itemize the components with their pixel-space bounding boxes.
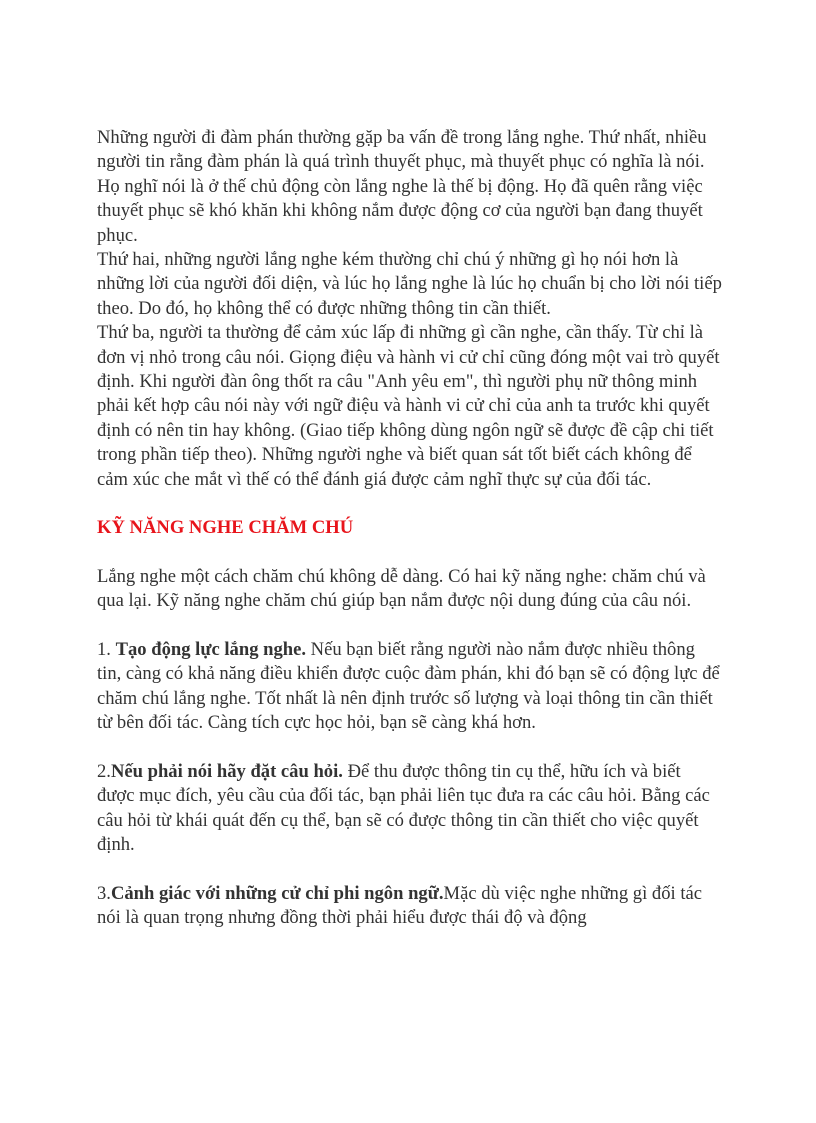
list-item-text: Nếu bạn biết rằng người nào nắm được nhiều thông tin, càng có khả năng điều khiển được cuộc đàm phán, khi đó bạn sẽ có động lực để chăm chú lắng nghe. Tốt nhất là nên định trước số lượng và loại thông tin cần thiết từ bên đối tác. Càng tích cực học hỏi, bạn sẽ càng khá hơn. [97, 638, 720, 733]
section-intro: Lắng nghe một cách chăm chú không dễ dàng. Có hai kỹ năng nghe: chăm chú và qua lại. Kỹ năng nghe chăm chú giúp bạn nắm được nội dung đúng của câu nói. [97, 565, 706, 611]
list-item-number: 3. [97, 882, 111, 904]
list-item-2 [97, 760, 722, 858]
intro-paragraph-1: Những người đi đàm phán thường gặp ba vấn đề trong lắng nghe. Thứ nhất, nhiều người tin rằng đàm phán là quá trình thuyết phục, mà thuyết phục có nghĩa là nói. Họ nghĩ nói là ở thế chủ động còn lắng nghe là thế bị động. Họ đã quên rằng việc thuyết phục sẽ khó khăn khi không nắm được động cơ của người bạn đang thuyết phục. [97, 127, 707, 246]
list-item-text: Mặc dù việc nghe những gì đối tác nói là quan trọng nhưng đồng thời phải hiểu được thái độ và động [97, 882, 702, 929]
intro-paragraph-2: Thứ hai, những người lắng nghe kém thường chỉ chú ý những gì họ nói hơn là những lời của người đối diện, và lúc họ lắng nghe là lúc họ chuẩn bị cho lời nói tiếp theo. Do đó, họ không thể có được những thông tin cần thiết. [97, 249, 722, 319]
list-item-number: 1. [97, 638, 116, 660]
list-item-number: 2. [97, 760, 111, 782]
list-item-3 [97, 882, 722, 931]
list-item-title: Cảnh giác với những cử chỉ phi ngôn ngữ. [110, 882, 444, 904]
list-item-title: Tạo động lực lắng nghe. [115, 638, 307, 660]
intro-paragraph-3: Thứ ba, người ta thường để cảm xúc lấp đi những gì cần nghe, cần thấy. Từ chỉ là đơn vị nhỏ trong câu nói. Giọng điệu và hành vi cử chỉ cũng đóng một vai trò quyết định. Khi người đàn ông thốt ra câu "Anh yêu em", thì người phụ nữ thông minh phải kết hợp câu nói này với ngữ điệu và hành vi cử chỉ của anh ta trước khi quyết định có nên tin hay không. (Giao tiếp không dùng ngôn ngữ sẽ được đề cập chi tiết trong phần tiếp theo). Những người nghe và biết quan sát tốt biết cách không để cảm xúc che mắt vì thế có thể đánh giá được cảm nghĩ thực sự của đối tác. [97, 322, 720, 490]
document-body [97, 126, 722, 931]
list-item-text: Để thu được thông tin cụ thể, hữu ích và biết được mục đích, yêu cầu của đối tác, bạn phải liên tục đưa ra các câu hỏi. Bằng các câu hỏi từ khái quát đến cụ thể, bạn sẽ có được thông tin cần thiết cho việc quyết định. [97, 760, 710, 855]
section-heading: KỸ NĂNG NGHE CHĂM CHÚ [97, 517, 354, 539]
list-item-title: Nếu phải nói hãy đặt câu hỏi. [110, 760, 343, 782]
list-item-1 [97, 638, 722, 736]
